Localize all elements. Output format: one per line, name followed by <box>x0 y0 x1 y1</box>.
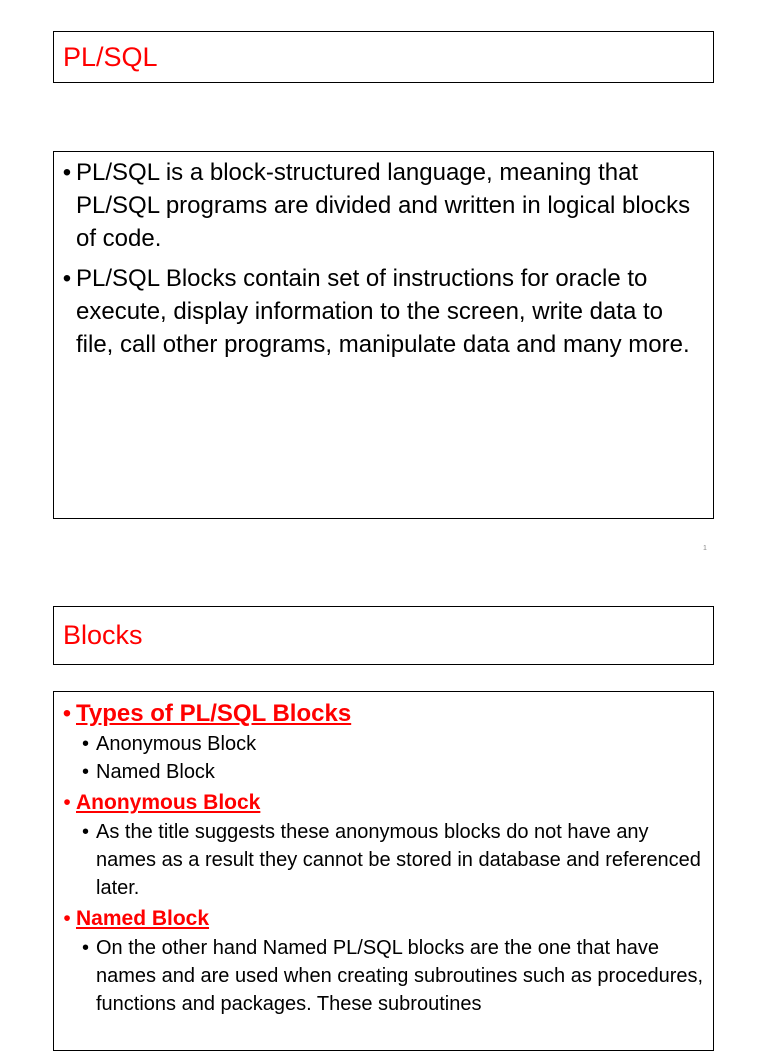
bullet-dot-icon: • <box>63 907 71 930</box>
section-heading <box>58 697 705 730</box>
list-item-text: Anonymous Block <box>96 733 257 755</box>
list-item <box>58 818 705 902</box>
bullet-dot-icon: • <box>82 821 90 843</box>
slide1-bullet <box>58 262 705 361</box>
bullet-dot-icon: • <box>62 265 72 292</box>
slide2-title-box <box>53 606 714 665</box>
bullet-dot-icon: • <box>82 733 90 755</box>
list-item <box>58 730 705 758</box>
section-heading <box>58 788 705 818</box>
slide1-title: PL/SQL <box>63 41 158 72</box>
section-heading-text: Types of PL/SQL Blocks <box>76 700 352 727</box>
slide2-content-box <box>53 691 714 1051</box>
bullet-dot-icon: • <box>82 761 90 783</box>
bullet-dot-icon: • <box>62 159 72 186</box>
bullet-dot-icon: • <box>82 937 90 959</box>
bullet-dot-icon: • <box>63 791 71 814</box>
page-number: 1 <box>703 545 707 552</box>
section-heading-text: Named Block <box>76 907 210 930</box>
section-heading-text: Anonymous Block <box>76 791 261 814</box>
list-item <box>58 758 705 786</box>
slide1-bullet <box>58 156 705 255</box>
bullet-dot-icon: • <box>62 700 72 727</box>
slide1-bullet-text: PL/SQL is a block-structured language, meaning that PL/SQL programs are divided and written in logical blocks of code. <box>76 159 691 252</box>
list-item-text: Named Block <box>96 761 215 783</box>
list-item-text: On the other hand Named PL/SQL blocks are the one that have names and are used when creating subroutines such as procedures, functions and packages. These subroutines <box>96 937 704 1015</box>
slide1-title-box <box>53 31 714 83</box>
slide2-title: Blocks <box>63 620 143 650</box>
list-item-text: As the title suggests these anonymous blocks do not have any names as a result they cannot be stored in database and referenced later. <box>96 821 701 899</box>
list-item <box>58 934 705 1018</box>
slide1-bullet-text: PL/SQL Blocks contain set of instructions for oracle to execute, display information to the screen, write data to file, call other programs, manipulate data and many more. <box>76 265 690 358</box>
slide1-content-box <box>53 151 714 519</box>
section-heading <box>58 904 705 934</box>
